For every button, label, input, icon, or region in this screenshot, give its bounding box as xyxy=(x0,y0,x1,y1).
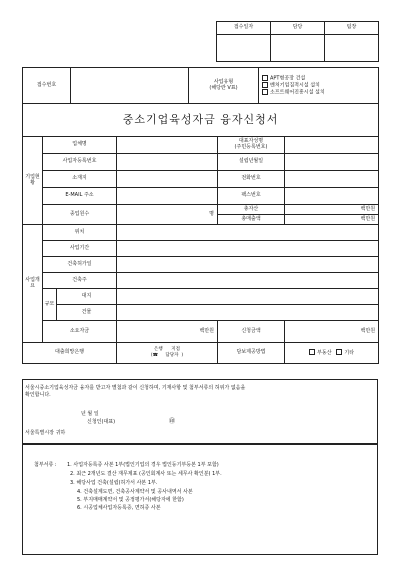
fax-field[interactable] xyxy=(285,188,379,205)
seal-mark: ㊞ xyxy=(169,418,176,425)
attachment-item: 6. 시공업체사업자등록증, 면허증 사본 xyxy=(77,505,161,511)
phone-label: 전화번호 xyxy=(218,171,285,188)
receipt-row xyxy=(22,67,379,104)
company-section-label: 기업현황 xyxy=(23,137,43,225)
land-label: 대지 xyxy=(57,289,117,305)
form-title: 중소기업육성자금 융자신청서 xyxy=(23,104,379,137)
attachment-item: 3. 해당사업 건축(설립)허가서 사본 1부. xyxy=(70,480,158,486)
founded-date-label: 설립년월일 xyxy=(218,154,285,171)
required-funds-field[interactable]: 백만원 xyxy=(117,321,218,343)
total-sales-label: 총매출액 xyxy=(218,215,285,225)
main-form-table xyxy=(22,103,379,364)
attachment-item: 5. 부지매매계약서 및 공정평가서(해당자에 한함) xyxy=(77,497,184,503)
building-permit-field[interactable] xyxy=(117,257,379,273)
company-name-label: 업체명 xyxy=(43,137,117,154)
founded-date-field[interactable] xyxy=(285,154,379,171)
checkbox-icon xyxy=(262,82,268,88)
receipt-number-field[interactable] xyxy=(71,68,189,104)
business-type-options xyxy=(259,68,379,104)
employees-label: 종업원수 xyxy=(43,205,117,225)
business-type-label: 사업유형 (해당란 V표) xyxy=(189,68,259,104)
address-label: 소재지 xyxy=(43,171,117,188)
address-field[interactable] xyxy=(117,171,218,188)
checkbox-icon xyxy=(309,349,315,355)
building-label: 건물 xyxy=(57,305,117,321)
checkbox-icon xyxy=(262,75,268,81)
attachments-box xyxy=(22,443,378,555)
attachment-item: 2. 최근 2개년도 결산 재무제표 (공인회계사 또는 세무사 확인분) 1부. xyxy=(70,471,222,477)
building-permit-label: 건축허가일 xyxy=(43,257,117,273)
project-section-label: 사업개요 xyxy=(23,225,43,343)
collateral-options xyxy=(285,343,379,364)
period-field[interactable] xyxy=(117,241,379,257)
business-reg-no-label: 사업자등록번호 xyxy=(43,154,117,171)
requested-amount-label: 신청금액 xyxy=(218,321,285,343)
statement-date[interactable]: 년 월 일 xyxy=(81,411,99,417)
scale-label: 규모 xyxy=(43,289,57,321)
approval-header-staff: 담당 xyxy=(271,22,325,35)
receipt-number-label: 접수번호 xyxy=(23,68,71,104)
phone-field[interactable] xyxy=(285,171,379,188)
checkbox-icon xyxy=(262,89,268,95)
approval-cell-receipt-date[interactable] xyxy=(217,35,271,62)
collateral-option-realestate[interactable]: 부동산 xyxy=(309,350,332,356)
statement-box xyxy=(22,379,378,445)
attachment-item: 1. 사업자등록증 사본 1부(법인기업의 경우 법인등기부등본 1부 포함) xyxy=(67,462,219,468)
representative-label: 대표자성명 (주민등록번호) xyxy=(218,137,285,154)
representative-field[interactable] xyxy=(285,137,379,154)
attachment-item: 4. 건축설계도면, 건축공사계약서 및 공사내역서 사본 xyxy=(77,489,193,495)
collateral-option-other[interactable]: 기타 xyxy=(336,350,354,356)
land-field[interactable] xyxy=(117,289,379,305)
requested-amount-field[interactable]: 백만원 xyxy=(285,321,379,343)
approval-box xyxy=(216,21,379,62)
collateral-label: 담보제공방법 xyxy=(218,343,285,364)
company-name-field[interactable] xyxy=(117,137,218,154)
approval-header-receipt-date: 접수일자 xyxy=(217,22,271,35)
location-field[interactable] xyxy=(117,225,379,241)
business-reg-no-field[interactable] xyxy=(117,154,218,171)
approval-cell-staff[interactable] xyxy=(271,35,325,62)
attachments-label: 첨부서류 : xyxy=(34,462,57,468)
fax-label: 팩스번호 xyxy=(218,188,285,205)
period-label: 사업기간 xyxy=(43,241,117,257)
building-owner-field[interactable] xyxy=(117,273,379,289)
total-sales-field[interactable]: 백만원 xyxy=(285,215,379,225)
email-field[interactable] xyxy=(117,188,218,205)
statement-line-2: 확인합니다. xyxy=(25,392,51,398)
location-label: 위치 xyxy=(43,225,117,241)
statement-addressee: 서울특별시장 귀하 xyxy=(25,430,66,436)
email-label: E-MAIL 주소 xyxy=(43,188,117,205)
statement-line-1: 서울시중소기업육성자금 융자를 받고자 별첨과 같이 신청하며, 기재사항 및 첨부서류의 허위가 없음을 xyxy=(25,385,246,391)
checkbox-icon xyxy=(336,349,342,355)
bank-label: 대출희망은행 xyxy=(23,343,117,364)
total-assets-label: 총자산 xyxy=(218,205,285,215)
bank-field[interactable]: 은행 지점 (☎ 담당자 ) xyxy=(117,343,218,364)
total-assets-field[interactable]: 백만원 xyxy=(285,205,379,215)
approval-cell-manager[interactable] xyxy=(325,35,379,62)
approval-header-manager: 팀장 xyxy=(325,22,379,35)
building-owner-label: 건축주 xyxy=(43,273,117,289)
statement-applicant[interactable]: 신청인(대표) xyxy=(87,419,116,425)
business-type-option-venture[interactable]: 벤처기업집적시설 설치 xyxy=(262,82,378,89)
business-type-option-apt[interactable]: APT형공장 건설 xyxy=(262,75,378,82)
required-funds-label: 소요자금 xyxy=(43,321,117,343)
building-field[interactable] xyxy=(117,305,379,321)
employees-field[interactable]: 명 xyxy=(117,205,218,225)
business-type-option-software[interactable]: 소프트웨어진흥시설 설치 xyxy=(262,89,378,96)
